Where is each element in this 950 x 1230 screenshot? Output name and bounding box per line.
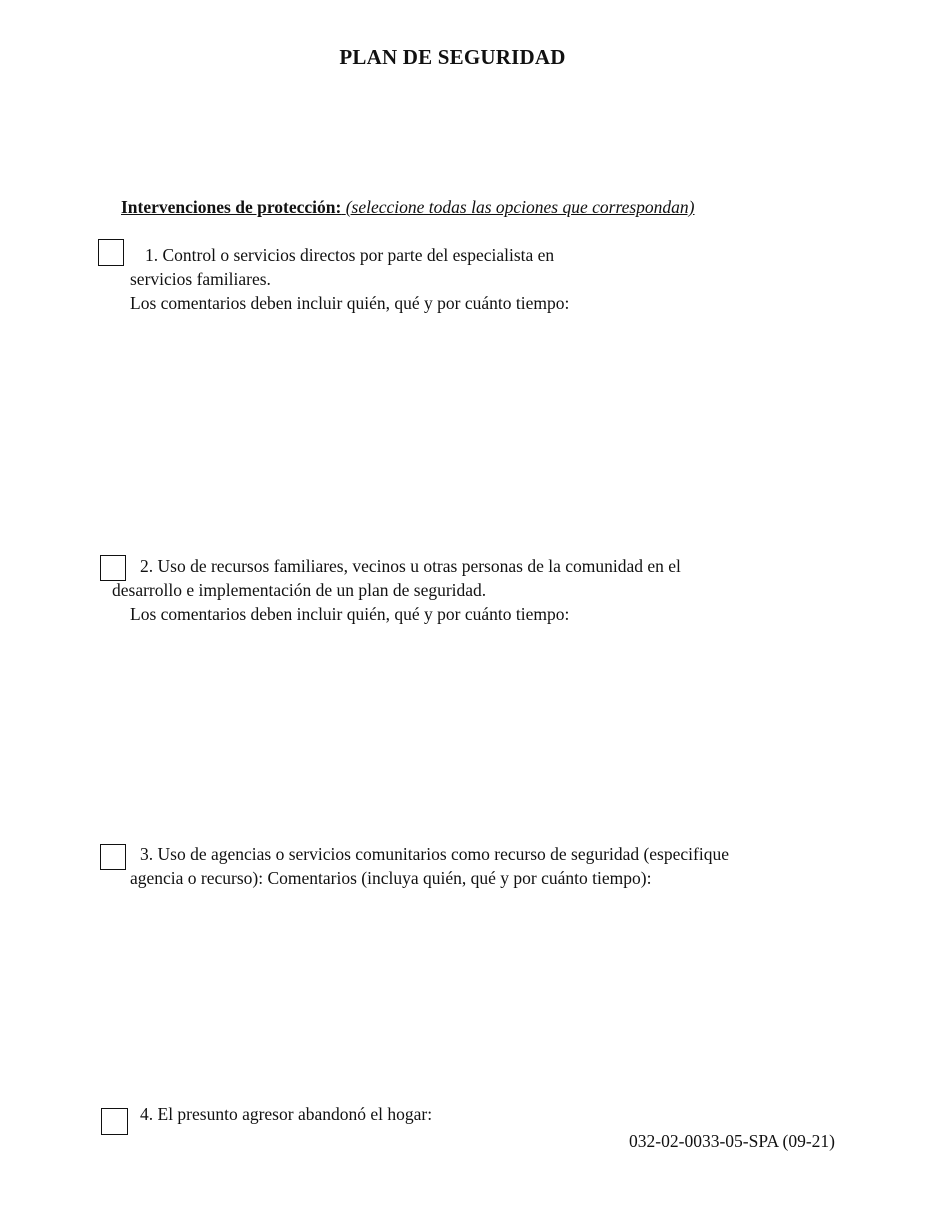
item-3-line-1: 3. Uso de agencias o servicios comunitarios como recurso de seguridad (especifique (140, 844, 729, 864)
item-4-checkbox[interactable] (101, 1108, 128, 1135)
item-2-checkbox[interactable] (100, 555, 126, 581)
item-2-line-3: Los comentarios deben incluir quién, qué y por cuánto tiempo: (130, 604, 570, 624)
item-3-checkbox[interactable] (100, 844, 126, 870)
section-heading (121, 197, 695, 218)
item-2-line-2: desarrollo e implementación de un plan de seguridad. (112, 580, 487, 600)
item-4-line-1: 4. El presunto agresor abandonó el hogar: (140, 1104, 433, 1124)
item-1-line-1: 1. Control o servicios directos por parte del especialista en (145, 245, 555, 265)
item-3-line-2: agencia o recurso): Comentarios (incluya quién, qué y por cuánto tiempo): (130, 868, 652, 888)
section-heading-label: Intervenciones de protección: (121, 197, 342, 217)
item-1-line-2: servicios familiares. (130, 269, 271, 289)
form-code: 032-02-0033-05-SPA (09-21) (629, 1131, 835, 1151)
item-2-line-1: 2. Uso de recursos familiares, vecinos u otras personas de la comunidad en el (140, 556, 681, 576)
item-1-line-3: Los comentarios deben incluir quién, qué y por cuánto tiempo: (130, 293, 570, 313)
item-1-checkbox[interactable] (98, 239, 124, 266)
section-heading-instruction: (seleccione todas las opciones que correspondan) (345, 197, 695, 217)
page-title: PLAN DE SEGURIDAD (339, 45, 566, 69)
